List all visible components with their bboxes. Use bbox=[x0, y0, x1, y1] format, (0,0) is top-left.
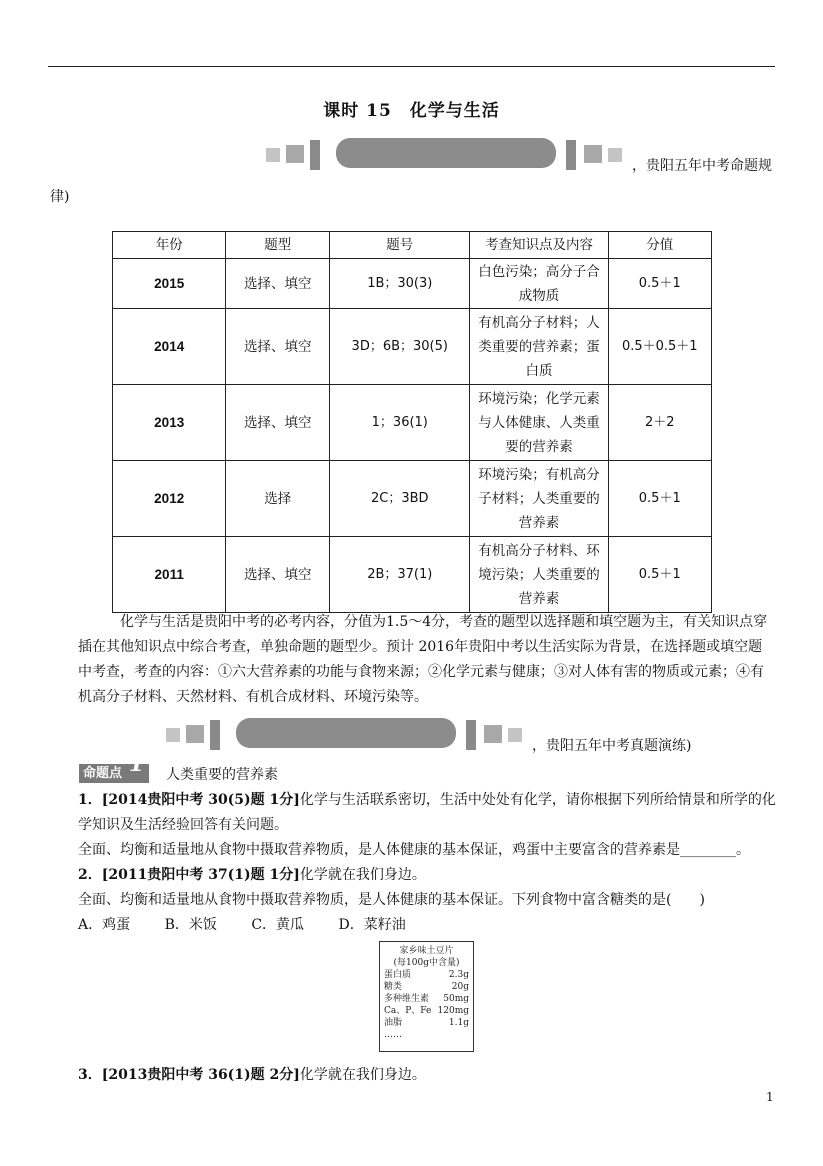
banner-1-text: ，贵阳五年中考命题规 bbox=[632, 158, 772, 174]
cell-knowledge bbox=[470, 309, 608, 385]
exam-table bbox=[112, 231, 712, 613]
kp-line: 境污染；人类重要的 bbox=[478, 566, 600, 583]
tag-label: 命题点 bbox=[83, 766, 123, 781]
cell-year: 2011 bbox=[113, 537, 226, 613]
section-banner-1 bbox=[266, 138, 636, 172]
question-1-text: 化学与生活联系密切，生活中处处有化学，请你根据下列所给情景和所学的化学知识及生活经验回答有关问题。 bbox=[78, 792, 776, 833]
option-d[interactable]: D．菜籽油 bbox=[338, 917, 406, 933]
cell-score: 0.5＋0.5＋1 bbox=[608, 309, 711, 385]
question-2-text: 化学就在我们身边。 bbox=[299, 867, 426, 883]
kp-line: 与人体健康、人类重 bbox=[478, 414, 600, 431]
header-year: 年份 bbox=[113, 232, 226, 259]
cell-knowledge bbox=[470, 461, 608, 537]
table-header-row bbox=[113, 232, 712, 259]
header-score: 分值 bbox=[608, 232, 711, 259]
cell-year: 2015 bbox=[113, 259, 226, 309]
cell-year: 2012 bbox=[113, 461, 226, 537]
cell-number: 2B；37(1) bbox=[330, 537, 470, 613]
question-2-options bbox=[78, 913, 778, 938]
tag-number: 1 bbox=[129, 751, 145, 777]
header-number: 题号 bbox=[330, 232, 470, 259]
banner-1-continuation: 律) bbox=[50, 189, 70, 205]
page-title: 课时 15 化学与生活 bbox=[323, 101, 500, 121]
section-banner-2 bbox=[166, 718, 536, 752]
label-row: 油脂 1.1g bbox=[384, 1018, 469, 1028]
table-row bbox=[113, 259, 712, 309]
table-row bbox=[113, 309, 712, 385]
question-3-source: 3．[2013贵阳中考 36(1)题 2分] bbox=[78, 1067, 300, 1083]
cell-number: 1；36(1) bbox=[330, 385, 470, 461]
kp-line: 白色污染；高分子合 bbox=[478, 263, 600, 280]
option-c[interactable]: C．黄瓜 bbox=[251, 917, 305, 933]
topic-point-tag bbox=[79, 751, 149, 783]
cell-type: 选择、填空 bbox=[226, 385, 330, 461]
label-row: 蛋白质 2.3g bbox=[384, 970, 469, 980]
question-3-text: 化学就在我们身边。 bbox=[299, 1067, 426, 1083]
kp-line: 子材料；人类重要的 bbox=[478, 490, 600, 507]
cell-score: 0.5＋1 bbox=[608, 461, 711, 537]
question-1-prompt: 全面、均衡和适量地从食物中摄取营养物质，是人体健康的基本保证，鸡蛋中主要富含的营养素是________。 bbox=[78, 842, 750, 858]
question-2-source: 2．[2011贵阳中考 37(1)题 1分] bbox=[78, 867, 300, 883]
cell-number: 2C；3BD bbox=[330, 461, 470, 537]
banner-2-text: ，贵阳五年中考真题演练) bbox=[532, 738, 692, 754]
label-subtitle: (每100g中含量) bbox=[393, 958, 460, 968]
kp-line: 环境污染；有机高分 bbox=[478, 466, 600, 483]
table-row bbox=[113, 461, 712, 537]
option-b[interactable]: B．米饭 bbox=[164, 917, 217, 933]
question-2-prompt: 全面、均衡和适量地从食物中摄取营养物质，是人体健康的基本保证。下列食物中富含糖类的是( ) bbox=[78, 892, 705, 908]
question-2 bbox=[78, 863, 778, 938]
cell-year: 2013 bbox=[113, 385, 226, 461]
kp-line: 环境污染；化学元素 bbox=[478, 390, 600, 407]
topic-title: 人类重要的营养素 bbox=[166, 767, 278, 783]
kp-line: 白质 bbox=[525, 362, 553, 379]
cell-score: 2＋2 bbox=[608, 385, 711, 461]
table-row bbox=[113, 537, 712, 613]
cell-year: 2014 bbox=[113, 309, 226, 385]
page-number: 1 bbox=[766, 1090, 774, 1104]
question-3 bbox=[78, 1063, 778, 1088]
cell-type: 选择、填空 bbox=[226, 309, 330, 385]
table-row bbox=[113, 385, 712, 461]
summary-paragraph bbox=[78, 610, 774, 710]
cell-number: 1B；30(3) bbox=[330, 259, 470, 309]
label-row: 糖类 20g bbox=[384, 982, 469, 992]
kp-line: 要的营养素 bbox=[505, 438, 573, 455]
cell-knowledge bbox=[470, 259, 608, 309]
cell-knowledge bbox=[470, 385, 608, 461]
label-row: 多种维生素 50mg bbox=[384, 994, 469, 1004]
cell-type: 选择、填空 bbox=[226, 537, 330, 613]
cell-score: 0.5＋1 bbox=[608, 259, 711, 309]
option-a[interactable]: A．鸡蛋 bbox=[78, 917, 131, 933]
question-1 bbox=[78, 788, 778, 863]
kp-line: 有机高分子材料；人 bbox=[478, 314, 600, 331]
kp-line: 有机高分子材料、环 bbox=[478, 542, 600, 559]
kp-line: 营养素 bbox=[518, 590, 560, 607]
label-more: …… bbox=[384, 1030, 402, 1040]
nutrition-label bbox=[379, 941, 474, 1052]
label-row: Ca、P、Fe 120mg bbox=[384, 1006, 469, 1016]
header-rule bbox=[48, 66, 775, 67]
cell-type: 选择 bbox=[226, 461, 330, 537]
cell-knowledge bbox=[470, 537, 608, 613]
label-title: 家乡味土豆片 bbox=[399, 946, 454, 956]
cell-number: 3D；6B；30(5) bbox=[330, 309, 470, 385]
header-knowledge: 考查知识点及内容 bbox=[470, 232, 608, 259]
summary-text: 化学与生活是贵阳中考的必考内容，分值为1.5～4分，考查的题型以选择题和填空题为主，有关知识点穿插在其他知识点中综合考查，单独命题的题型少。预计 2016年贵阳中考以生活实际为背景，在选择题或填空题中考查，考查的内容：①六大营养素的功能与食物来源；②化学元素与健康；③对人体有害的物质或元素；④有机高分子材料、天然材料、有机合成材料、环境污染等。 bbox=[78, 614, 768, 705]
question-1-source: 1．[2014贵阳中考 30(5)题 1分] bbox=[78, 792, 300, 808]
cell-type: 选择、填空 bbox=[226, 259, 330, 309]
cell-score: 0.5＋1 bbox=[608, 537, 711, 613]
header-type: 题型 bbox=[226, 232, 330, 259]
kp-line: 营养素 bbox=[518, 514, 560, 531]
kp-line: 类重要的营养素；蛋 bbox=[478, 338, 600, 355]
kp-line: 成物质 bbox=[518, 287, 560, 304]
